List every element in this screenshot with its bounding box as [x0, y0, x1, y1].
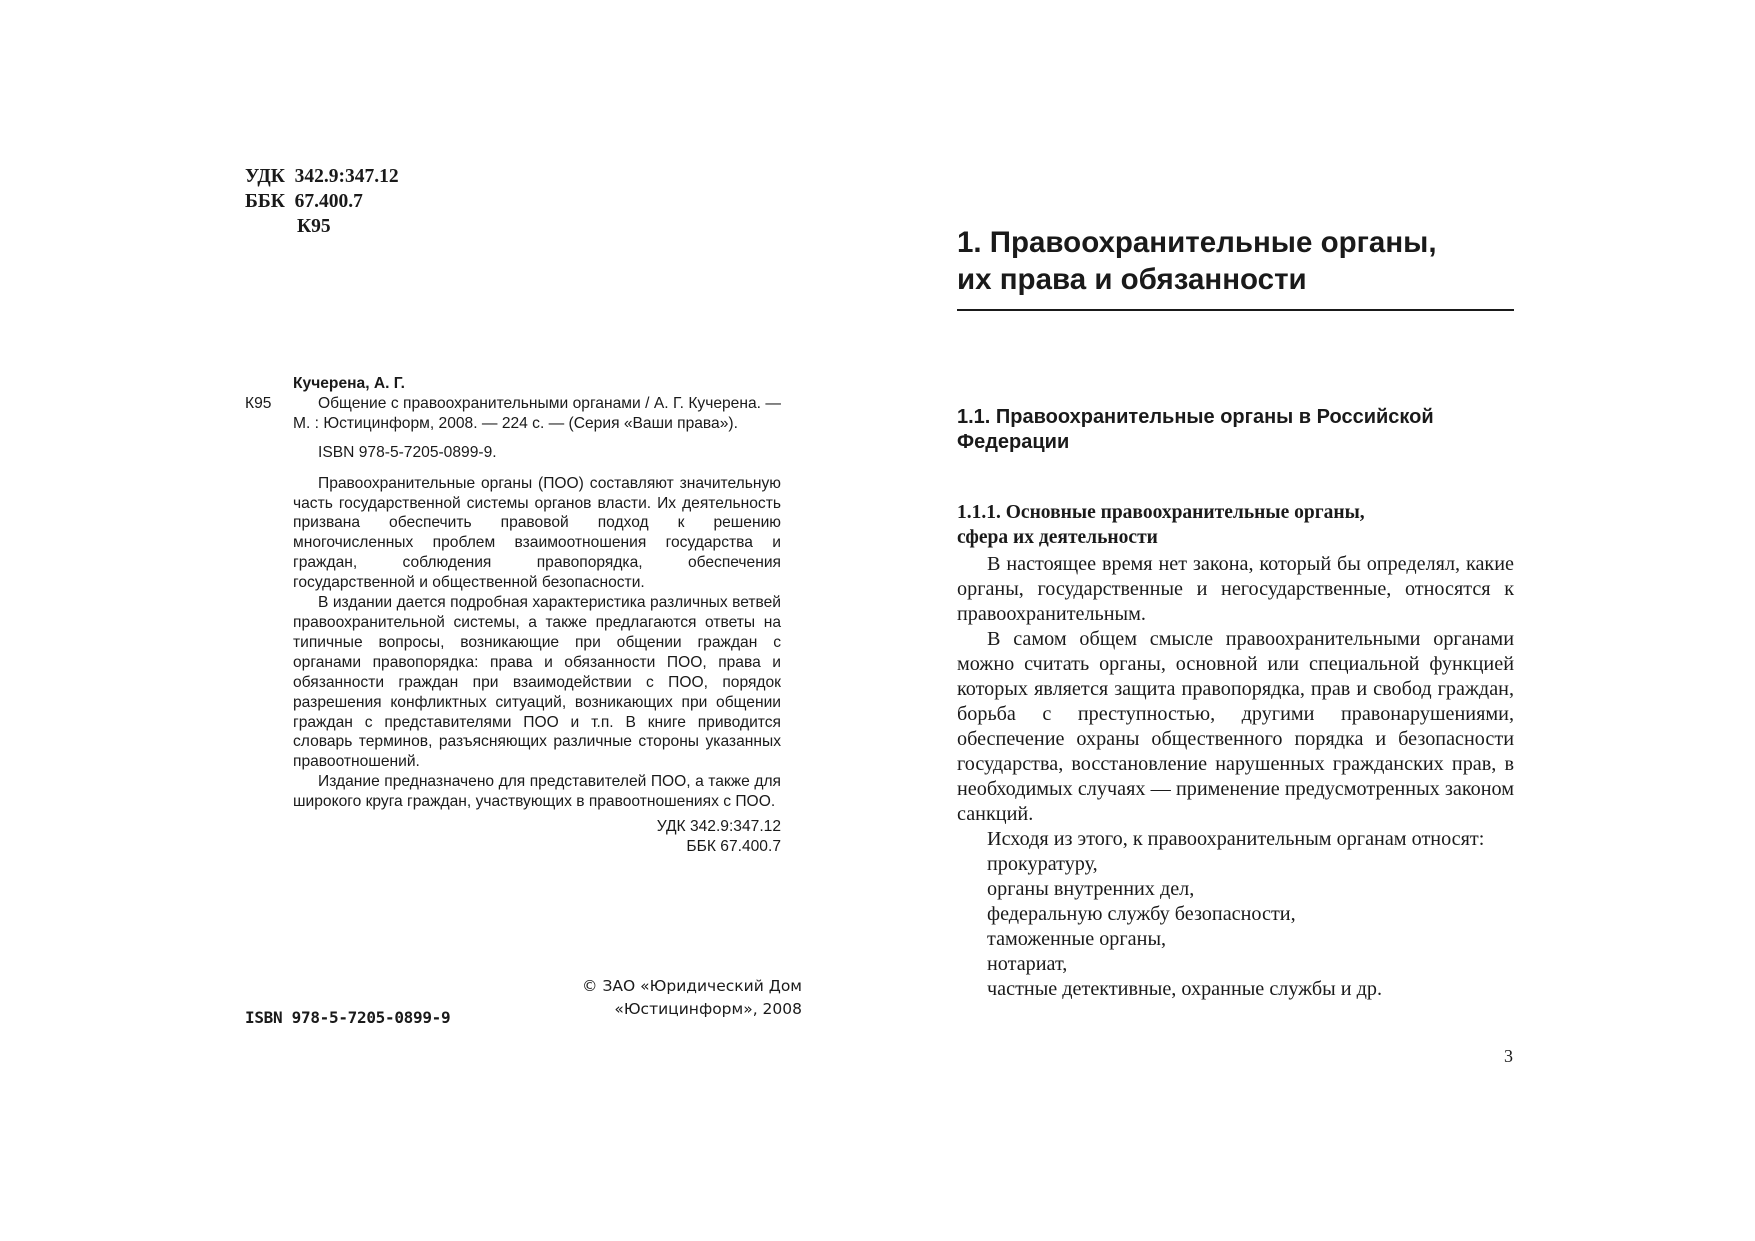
record-end-codes — [293, 817, 781, 857]
chapter-title-line: 1. Правоохранительные органы, — [957, 226, 1437, 259]
body-paragraph: Исходя из этого, к правоохранительным органам относят: — [987, 828, 1485, 850]
copyright-line: «Юстицинформ», 2008 — [614, 1000, 802, 1018]
list-item: таможенные органы, — [987, 928, 1167, 950]
copyright-line: © ЗАО «Юридический Дом — [582, 977, 802, 995]
udk-code: УДК 342.9:347.12 — [245, 166, 399, 187]
record-abstract — [245, 474, 781, 857]
abstract-paragraph: Правоохранительные органы (ПОО) составляют значительную часть государственной системы органов власти. Их деятельность призвана обеспечить правовой подход к решению многочисленных проблем взаимоотношения государства и граждан, соблюдения правопорядка, обеспечения государственной и общественной безопасности. — [293, 474, 781, 592]
subsection-title-line: сфера их деятельности — [957, 527, 1158, 548]
record-description: Общение с правоохранительными органами / А. Г. Кучерена. — М. : Юстицинформ, 2008. — 224 с. — (Серия «Ваши права»). — [293, 394, 781, 432]
abstract-paragraph: Издание предназначено для представителей ПОО, а также для широкого круга граждан, участвующих в правоотношениях с ПОО. — [293, 773, 781, 811]
subsection-title — [957, 500, 1513, 550]
author-mark: К95 — [297, 216, 331, 237]
right-page — [877, 0, 1755, 1241]
page-number: 3 — [1504, 1046, 1513, 1066]
list-item: частные детективные, охранные службы и др. — [987, 978, 1383, 1000]
chapter-title — [957, 224, 1513, 298]
left-page — [0, 0, 877, 1241]
record-description-row — [245, 394, 781, 434]
classification-block — [245, 164, 399, 239]
subsection-title-line: 1.1.1. Основные правоохранительные органы, — [957, 502, 1365, 523]
bbk-code: ББК 67.400.7 — [245, 191, 363, 212]
record-isbn: ISBN 978-5-7205-0899-9. — [318, 443, 497, 461]
list-item: нотариат, — [987, 953, 1068, 975]
abstract-paragraph: В издании дается подробная характеристика различных ветвей правоохранительной системы, а также предлагаются ответы на типичные вопросы, возникающие при общении граждан с органами правопорядка: права и обязанности ПОО, права и обязанности граждан при взаимодействии с ПОО, порядок разрешения конфликтных ситуаций, возникающих при общении граждан с представителями ПОО и т.п. В книге приводится словарь терминов, разъясняющих различные стороны указанных правоотношений. — [293, 594, 781, 771]
organs-list — [957, 852, 1514, 1002]
record-author: Кучерена, А. Г. — [293, 375, 406, 392]
section-title: 1.1. Правоохранительные органы в Российской Федерации — [957, 406, 1434, 453]
body-text — [957, 552, 1514, 1002]
body-paragraph: В настоящее время нет закона, который бы определял, какие органы, государственные и негосударственные, относятся к правоохранительным. — [957, 553, 1514, 625]
list-item: прокуратуру, — [987, 853, 1098, 875]
list-item: органы внутренних дел, — [987, 878, 1195, 900]
chapter-title-line: их права и обязанности — [957, 263, 1307, 296]
body-paragraph: В самом общем смысле правоохранительными органами можно считать органы, основной или специальной функцией которых является защита правопорядка, прав и свобод граждан, борьба с преступностью, другими правонарушениями, обеспечение охраны общественного порядка и безопасности государства, восстановление нарушенных гражданских прав, в необходимых случаях — применение предусмотренных законом санкций. — [957, 628, 1514, 825]
record-udk: УДК 342.9:347.12 — [656, 818, 781, 836]
list-item: федеральную службу безопасности, — [987, 903, 1296, 925]
copyright-notice — [560, 975, 802, 1021]
bibliographic-record — [245, 374, 781, 857]
chapter-divider — [957, 309, 1514, 311]
record-author-mark: К95 — [245, 394, 272, 412]
isbn-footer: ISBN 978-5-7205-0899-9 — [245, 1008, 451, 1027]
record-bbk: ББК 67.400.7 — [686, 837, 781, 855]
